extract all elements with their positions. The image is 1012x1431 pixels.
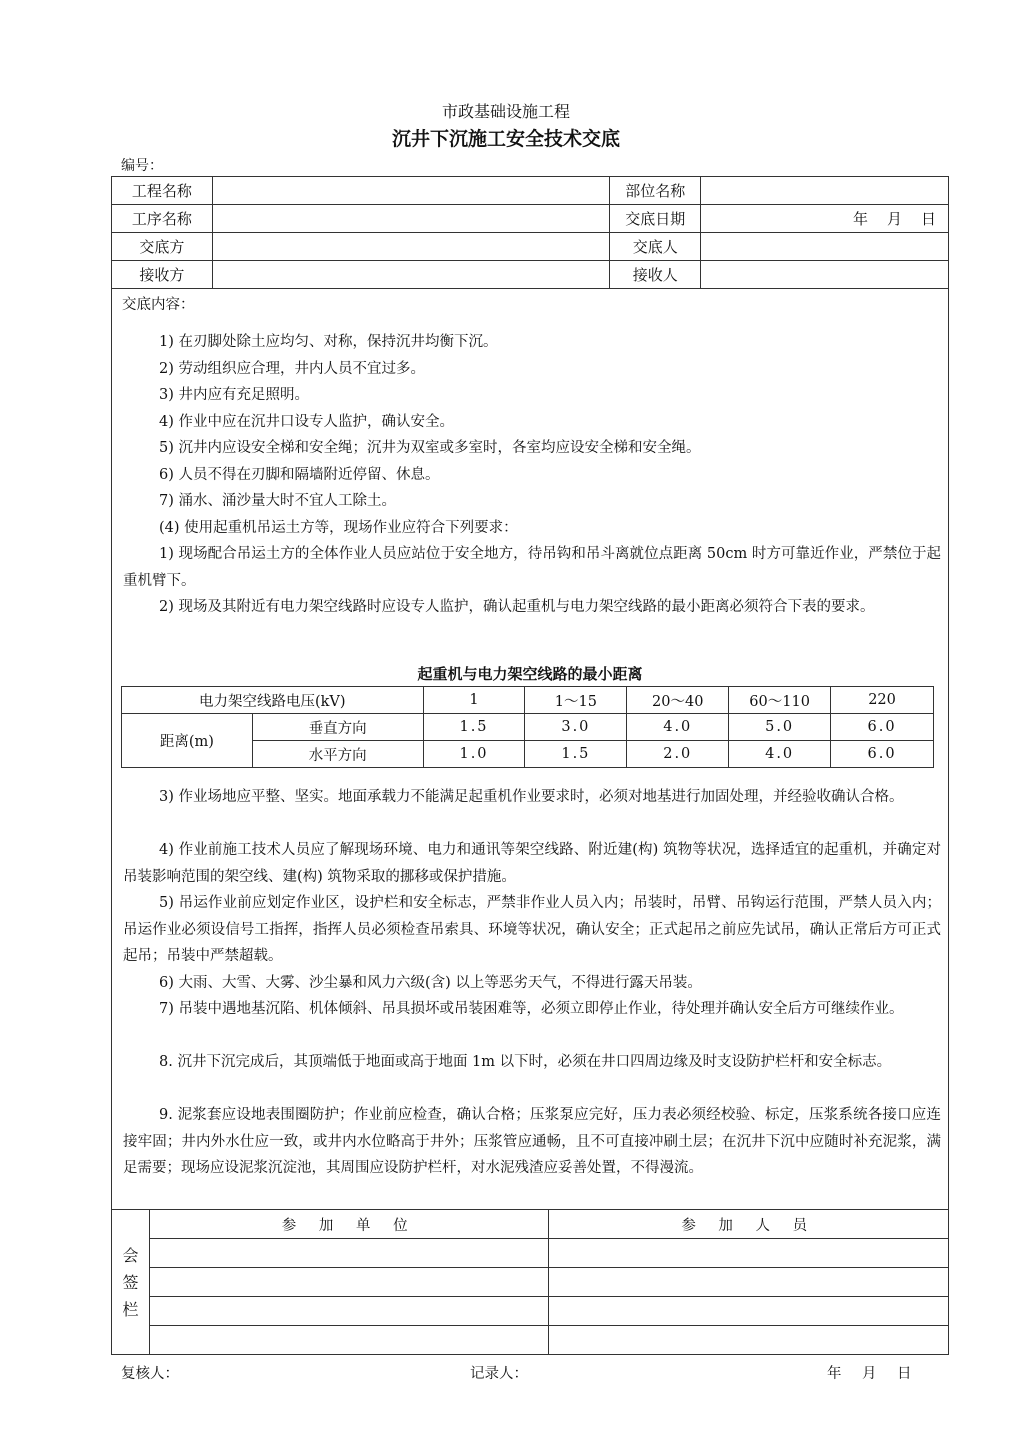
countersign-table	[111, 1209, 949, 1355]
project-name-label: 工程名称	[112, 177, 213, 205]
table-row	[122, 714, 934, 741]
horizontal-direction-label: 水平方向	[252, 741, 423, 768]
participating-person-field[interactable]	[549, 1326, 949, 1355]
participating-unit-field[interactable]	[149, 1239, 549, 1268]
participating-unit-field[interactable]	[149, 1268, 549, 1297]
voltage-cell: 220	[831, 687, 934, 714]
table-row	[112, 233, 949, 261]
content-item: 3) 作业场地应平整、坚实。地面承载力不能满足起重机作业要求时，必须对地基进行加固处理，并经验收确认合格。	[159, 789, 904, 805]
participating-unit-header: 参 加 单 位	[149, 1210, 549, 1239]
document-title: 沉井下沉施工安全技术交底	[391, 128, 620, 150]
content-item: 9. 泥浆套应设地表围圈防护；作业前应检查，确认合格；压浆泵应完好，压力表必须经校验、标定，压浆系统各接口应连接牢固；井内外水仕应一致，或井内水位略高于井外；压浆管应通畅，且不可直接冲刷土层；在沉井下沉中应随时补充泥浆，满足需要；现场应设泥浆沉淀池，其周围应设防护栏杆，对水泥残渣应妥善处置，不得漫流。	[123, 1107, 941, 1176]
horizontal-distance-cell: 4.0	[729, 741, 831, 768]
document-subtitle: 市政基础设施工程	[441, 102, 570, 121]
voltage-cell: 20～40	[627, 687, 729, 714]
countersign-label: 会签栏	[122, 1245, 139, 1319]
receiving-party-label: 接收方	[112, 261, 213, 289]
horizontal-distance-cell: 1.5	[525, 741, 627, 768]
content-item: 5) 吊运作业前应划定作业区，设护栏和安全标志，严禁非作业人员入内；吊装时，吊臂、吊钩运行范围，严禁人员入内；吊运作业必须设信号工指挥，指挥人员必须检查吊索具、环境等状况，确认安全；正式起吊之前应先试吊，确认正常后方可正式起吊；吊装中严禁超载。	[123, 895, 941, 964]
content-item: 4) 作业前施工技术人员应了解现场环境、电力和通讯等架空线路、附近建(构) 筑物等状况，选择适宜的起重机，并确定对吊装影响范围的架空线、建(构) 筑物采取的挪移或保护措施。	[123, 842, 941, 885]
project-name-field[interactable]	[212, 177, 609, 205]
table-row	[112, 261, 949, 289]
vertical-distance-cell: 1.5	[423, 714, 525, 741]
horizontal-distance-cell: 2.0	[627, 741, 729, 768]
voltage-cell: 1～15	[525, 687, 627, 714]
participating-unit-field[interactable]	[149, 1297, 549, 1326]
participating-unit-field[interactable]	[149, 1326, 549, 1355]
participating-person-field[interactable]	[549, 1239, 949, 1268]
content-item: 2) 现场及其附近有电力架空线路时应设专人监护，确认起重机与电力架空线路的最小距离必须符合下表的要求。	[159, 599, 875, 615]
participating-person-field[interactable]	[549, 1297, 949, 1326]
voltage-cell: 60～110	[729, 687, 831, 714]
distance-header: 距离(m)	[122, 714, 253, 768]
content-item: 6) 人员不得在刃脚和隔墙附近停留、休息。	[159, 466, 440, 483]
process-name-field[interactable]	[212, 205, 609, 233]
voltage-cell: 1	[423, 687, 525, 714]
vertical-distance-cell: 6.0	[831, 714, 934, 741]
countersign-side-label	[112, 1210, 150, 1355]
table-row	[112, 1326, 949, 1355]
recorder-label: 记录人：	[470, 1366, 528, 1382]
participating-person-header: 参 加 人 员	[549, 1210, 949, 1239]
content-item: 2) 劳动组织应合理，井内人员不宜过多。	[159, 360, 425, 377]
content-item: 3) 井内应有充足照明。	[159, 387, 309, 403]
reviewer-label: 复核人：	[121, 1366, 179, 1382]
content-label: 交底内容：	[122, 297, 195, 313]
content-item: 7) 吊装中遇地基沉陷、机体倾斜、吊具损坏或吊装困难等，必须立即停止作业，待处理并确认安全后方可继续作业。	[159, 1001, 904, 1017]
handing-party-field[interactable]	[212, 233, 609, 261]
vertical-direction-label: 垂直方向	[252, 714, 423, 741]
table-row	[112, 1268, 949, 1297]
horizontal-distance-cell: 6.0	[831, 741, 934, 768]
vertical-distance-cell: 4.0	[627, 714, 729, 741]
table-row	[112, 177, 949, 205]
vertical-distance-cell: 3.0	[525, 714, 627, 741]
table-row	[112, 1239, 949, 1268]
handing-person-field[interactable]	[701, 233, 949, 261]
content-item: 4) 作业中应在沉井口设专人监护，确认安全。	[159, 413, 454, 430]
vertical-distance-cell: 5.0	[729, 714, 831, 741]
content-item: (4) 使用起重机吊运土方等，现场作业应符合下列要求：	[159, 519, 518, 536]
info-table	[111, 176, 949, 289]
content-item: 6) 大雨、大雪、大雾、沙尘暴和风力六级(含) 以上等恶劣天气，不得进行露天吊装。	[159, 974, 702, 991]
voltage-header: 电力架空线路电压(kV)	[122, 687, 424, 714]
serial-number-label: 编号：	[121, 158, 163, 174]
table-row	[122, 687, 934, 714]
part-name-field[interactable]	[701, 177, 949, 205]
process-name-label: 工序名称	[112, 205, 213, 233]
table-row	[112, 1297, 949, 1326]
content-item: 1) 现场配合吊运土方的全体作业人员应站位于安全地方，待吊钩和吊斗离就位点距离 50cm 时方可靠近作业，严禁位于起重机臂下。	[123, 546, 941, 589]
footer-date-label: 年 月 日	[827, 1366, 915, 1382]
handing-person-label: 交底人	[610, 233, 701, 261]
content-item: 1) 在刃脚处除土应均匀、对称，保持沉井均衡下沉。	[159, 334, 498, 350]
distance-table-title: 起重机与电力架空线路的最小距离	[417, 665, 643, 683]
content-item: 5) 沉井内应设安全梯和安全绳；沉井为双室或多室时，各室均应设安全梯和安全绳。	[159, 440, 701, 456]
receiving-party-field[interactable]	[212, 261, 609, 289]
handover-date-label: 交底日期	[610, 205, 701, 233]
content-item: 8. 沉井下沉完成后，其顶端低于地面或高于地面 1m 以下时，必须在井口四周边缘及时支设防护栏杆和安全标志。	[159, 1054, 892, 1070]
handover-date-field[interactable]: 年 月 日	[701, 205, 949, 233]
table-row	[112, 1210, 949, 1239]
content-item: 7) 涌水、涌沙量大时不宜人工除土。	[159, 493, 396, 509]
table-row	[112, 205, 949, 233]
horizontal-distance-cell: 1.0	[423, 741, 525, 768]
handing-party-label: 交底方	[112, 233, 213, 261]
participating-person-field[interactable]	[549, 1268, 949, 1297]
handover-content-section	[111, 289, 949, 1210]
distance-table	[121, 686, 934, 768]
receiving-person-field[interactable]	[701, 261, 949, 289]
receiving-person-label: 接收人	[610, 261, 701, 289]
part-name-label: 部位名称	[610, 177, 701, 205]
